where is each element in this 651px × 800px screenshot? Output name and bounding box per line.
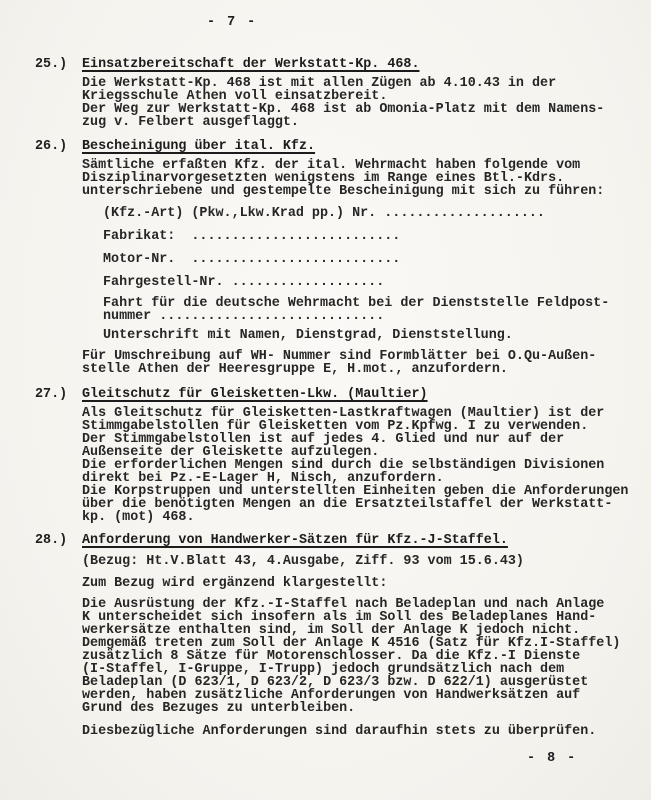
text-line: Die Ausrüstung der Kfz.-I-Staffel nach Beladeplan und nach Anlage (82, 597, 605, 612)
text-line: Der Stimmgabelstollen ist auf jedes 4. Glied und nur auf der (82, 432, 565, 447)
section-body (82, 388, 651, 524)
text-line: Stimmgabelstollen für Gleisketten vom Pz.Kpfwg. I zu verwenden. (82, 419, 589, 434)
text-line: Für Umschreibung auf WH- Nummer sind Formblätter bei O.Qu-Außen- (82, 349, 597, 364)
paragraph (82, 159, 651, 198)
text-line: (I-Staffel, I-Gruppe, I-Trupp) jedoch grundsätzlich nach dem (82, 662, 565, 677)
section-body (82, 534, 651, 738)
certificate-form-fields (103, 207, 651, 289)
paragraph (82, 598, 651, 715)
text-line: Die Werkstatt-Kp. 468 ist mit allen Zügen ab 4.10.43 in der (82, 76, 557, 91)
form-line: Fabrikat: .......................... (103, 229, 401, 244)
text-line: unterschriebene und gestempelte Bescheinigung mit sich zu führen: (82, 184, 605, 199)
section-28 (35, 534, 651, 738)
form-line: Motor-Nr. .......................... (103, 252, 401, 267)
text-line: direkt bei Pz.-E-Lager H, Nisch, anzufordern. (82, 471, 444, 486)
text-line: Diesbezügliche Anforderungen sind daraufhin stets zu überprüfen. (82, 724, 597, 739)
form-line: Fahrt für die deutsche Wehrmacht bei der Dienststelle Feldpost- (103, 296, 610, 311)
text-line: Als Gleitschutz für Gleisketten-Lastkraftwagen (Maultier) ist der (82, 406, 605, 421)
section-heading: Bescheinigung über ital. Kfz. (82, 139, 316, 154)
section-27 (35, 388, 651, 524)
section-number: 27.) (35, 387, 68, 402)
text-line: Die erforderlichen Mengen sind durch die selbständigen Divisionen (82, 458, 605, 473)
paragraph (82, 407, 651, 524)
text-line: werkersätze enthalten sind, im Soll der Anlage K jedoch nicht. (82, 623, 581, 638)
section-number: 26.) (35, 139, 68, 154)
text-line: K unterscheidet sich insofern als im Soll des Beladeplanes Hand- (82, 610, 597, 625)
section-body (82, 58, 651, 129)
text-line: Disziplinarvorgesetzten wenigstens im Range eines Btl.-Kdrs. (82, 171, 565, 186)
text-line: zusätzlich 8 Sätze für Motorenschlosser. Da die Kfz.-I Dienste (82, 649, 581, 664)
text-line: zug v. Felbert ausgeflaggt. (82, 115, 299, 130)
text-line: Außenseite der Gleiskette aufzulegen. (82, 445, 380, 460)
paragraph (82, 77, 651, 129)
text-line: über die benötigten Mengen an die Ersatzteilstaffel der Werkstatt- (82, 497, 613, 512)
form-line: Fahrgestell-Nr. ................... (103, 275, 385, 290)
text-line: Kriegsschule Athen voll einsatzbereit. (82, 89, 388, 104)
paragraph (82, 725, 651, 738)
certificate-form-fields (103, 297, 651, 323)
section-number: 25.) (35, 57, 68, 72)
certificate-form-fields (103, 329, 651, 342)
text-line: Die Korpstruppen und unterstellten Einheiten geben die Anforderungen (82, 484, 629, 499)
section-number: 28.) (35, 533, 68, 548)
text-line: Der Weg zur Werkstatt-Kp. 468 ist ab Omonia-Platz mit dem Namens- (82, 102, 605, 117)
text-line: Zum Bezug wird ergänzend klargestellt: (82, 576, 388, 591)
form-line: nummer ............................ (103, 309, 385, 324)
text-line: stelle Athen der Heeresgruppe E, H.mot., anzufordern. (82, 362, 508, 377)
form-line: Unterschrift mit Namen, Dienstgrad, Dienststellung. (103, 328, 513, 343)
paragraph (82, 577, 651, 590)
text-line: (Bezug: Ht.V.Blatt 43, 4.Ausgabe, Ziff. 93 vom 15.6.43) (82, 554, 524, 569)
text-line: Demgemäß treten zum Soll der Anlage K 4516 (Satz für Kfz.I-Staffel) (82, 636, 621, 651)
form-line: (Kfz.-Art) (Pkw.,Lkw.Krad pp.) Nr. .................... (103, 206, 545, 221)
paragraph (82, 350, 651, 376)
section-26 (35, 140, 651, 376)
text-line: werden, haben zusätzliche Anforderungen von Handwerksätzen auf (82, 688, 581, 703)
section-heading: Anforderung von Handwerker-Sätzen für Kfz.-J-Staffel. (82, 533, 508, 548)
section-heading: Gleitschutz für Gleisketten-Lkw. (Maultier) (82, 387, 428, 402)
text-line: Beladeplan (D 623/1, D 623/2, D 623/3 bzw. D 622/1) ausgerüstet (82, 675, 589, 690)
page-number-top: - 7 - (207, 15, 258, 30)
section-heading: Einsatzbereitschaft der Werkstatt-Kp. 468. (82, 57, 420, 72)
section-body (82, 140, 651, 376)
page-number-bottom: - 8 - (527, 751, 578, 766)
text-line: Grund des Bezuges zu unterbleiben. (82, 701, 356, 716)
text-line: Sämtliche erfaßten Kfz. der ital. Wehrmacht haben folgende vom (82, 158, 581, 173)
text-line: kp. (mot) 468. (82, 510, 195, 525)
reference-line (82, 555, 651, 568)
section-25 (35, 58, 651, 129)
